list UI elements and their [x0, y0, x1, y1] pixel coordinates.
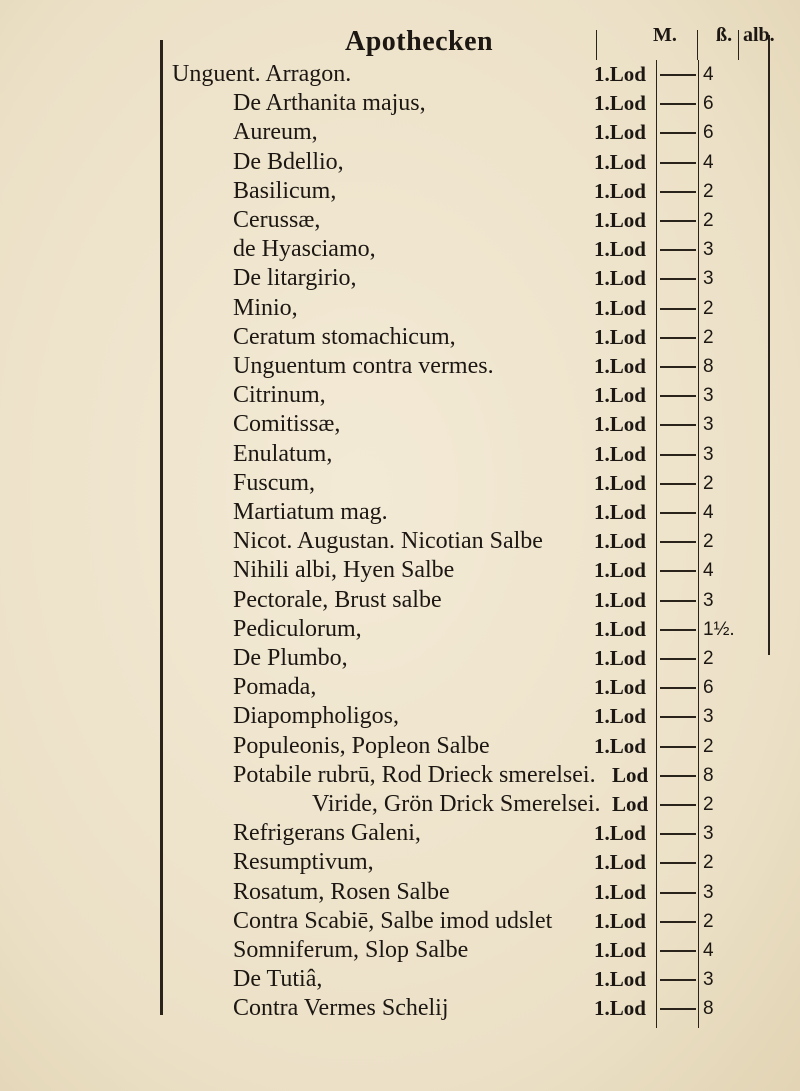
entry-name: Potabile rubrū, Rod Drieck smerelsei.	[233, 761, 596, 788]
list-item	[0, 908, 800, 935]
entry-price: 2	[703, 735, 714, 757]
entry-name: Martiatum mag.	[233, 499, 388, 525]
price-dash	[660, 220, 696, 222]
entry-price: 8	[703, 356, 714, 377]
entry-name: De litargirio,	[233, 265, 357, 292]
entry-quantity: 1.Lod	[594, 850, 646, 875]
entry-price: 2	[703, 794, 714, 815]
price-dash	[660, 862, 696, 864]
list-item	[0, 791, 800, 818]
entry-name: De Bdellio,	[233, 148, 344, 175]
entry-name: De Tutiâ,	[233, 966, 323, 993]
entry-quantity: Lod	[612, 792, 649, 816]
entry-name: Enulatum,	[233, 440, 333, 467]
entry-name: Viride, Grön Drick Smerelsei.	[312, 791, 601, 817]
entry-quantity: 1.Lod	[594, 879, 646, 904]
list-item	[0, 411, 800, 438]
list-item	[0, 324, 800, 351]
price-dash	[660, 600, 696, 602]
price-dash	[660, 132, 696, 134]
entry-quantity: 1.Lod	[594, 354, 646, 378]
list-item	[0, 353, 800, 380]
entry-price: 4	[703, 151, 714, 173]
entry-name: Aureum,	[233, 119, 318, 146]
entry-price: 2	[703, 297, 714, 319]
list-item	[0, 236, 800, 263]
entry-quantity: 1.Lod	[594, 266, 646, 291]
price-dash	[660, 833, 696, 835]
price-dash	[660, 979, 696, 981]
entry-price: 4	[703, 502, 714, 523]
price-dash	[660, 103, 696, 105]
entry-quantity: 1.Lod	[594, 733, 646, 758]
entry-name: Minio,	[233, 294, 298, 321]
price-dash	[660, 921, 696, 923]
entry-price: 2	[703, 180, 714, 202]
entry-price: 2	[703, 648, 714, 669]
price-dash	[660, 483, 696, 485]
price-dash	[660, 454, 696, 456]
column-separator	[596, 30, 597, 60]
entry-quantity: 1.Lod	[594, 558, 646, 583]
price-dash	[660, 512, 696, 514]
list-item	[0, 587, 800, 614]
column-separator	[738, 30, 739, 60]
price-dash	[660, 1008, 696, 1010]
entry-quantity: 1.Lod	[594, 62, 646, 86]
price-dash	[660, 278, 696, 280]
entry-name: Unguent. Arragon.	[172, 61, 352, 87]
entry-quantity: 1.Lod	[594, 967, 646, 992]
entry-price: 6	[703, 122, 714, 144]
entry-name: Refrigerans Galeni,	[233, 820, 421, 847]
entry-quantity: 1.Lod	[594, 500, 646, 524]
entry-name: Nihili albi, Hyen Salbe	[233, 557, 455, 584]
entry-price: 3	[703, 589, 714, 611]
entry-name: Cerussæ,	[233, 207, 321, 233]
entry-price: 8	[703, 764, 714, 786]
entry-price: 2	[703, 852, 714, 874]
entry-price: 3	[703, 823, 714, 845]
entry-price: 3	[703, 414, 714, 436]
list-item	[0, 879, 800, 906]
list-item	[0, 616, 800, 643]
entry-name: Basilicum,	[233, 177, 337, 204]
entry-name: Fuscum,	[233, 469, 316, 496]
list-item	[0, 441, 800, 468]
entry-quantity: 1.Lod	[594, 821, 646, 846]
price-dash	[660, 687, 696, 689]
list-item	[0, 149, 800, 176]
entry-quantity: 1.Lod	[594, 704, 646, 729]
price-dash	[660, 191, 696, 193]
entry-name: Somniferum, Slop Salbe	[233, 937, 469, 963]
entry-name: Comitissæ,	[233, 411, 341, 438]
entry-price: 4	[703, 64, 714, 85]
entry-price: 6	[703, 93, 714, 115]
list-item	[0, 265, 800, 292]
list-item	[0, 119, 800, 146]
list-item	[0, 674, 800, 701]
list-item	[0, 937, 800, 964]
entry-quantity: 1.Lod	[594, 587, 646, 612]
entry-name: Rosatum, Rosen Salbe	[233, 878, 450, 905]
entry-quantity: 1.Lod	[594, 529, 646, 554]
entry-price: 2	[703, 531, 714, 553]
entry-name: De Plumbo,	[233, 645, 348, 671]
list-item	[0, 528, 800, 555]
entry-name: Pediculorum,	[233, 615, 362, 642]
list-item	[0, 178, 800, 205]
list-item	[0, 499, 800, 526]
price-dash	[660, 366, 696, 368]
list-item	[0, 645, 800, 672]
price-dash	[660, 337, 696, 339]
entry-quantity: 1.Lod	[594, 908, 646, 933]
entry-quantity: 1.Lod	[594, 208, 646, 232]
column-header-price: ß.	[716, 24, 733, 46]
entry-price: 6	[703, 677, 714, 699]
entry-price: 3	[703, 268, 714, 290]
entry-quantity: 1.Lod	[594, 120, 646, 145]
entry-quantity: 1.Lod	[594, 383, 646, 408]
entry-quantity: 1.Lod	[594, 324, 646, 349]
entry-name: de Hyasciamo,	[233, 236, 376, 263]
entry-price: 4	[703, 940, 714, 961]
column-header-measure: M.	[653, 24, 677, 46]
entry-quantity: 1.Lod	[594, 237, 646, 262]
list-item	[0, 61, 800, 88]
entry-name: Ceratum stomachicum,	[233, 323, 456, 350]
price-dash	[660, 308, 696, 310]
list-item	[0, 762, 800, 789]
list-item	[0, 90, 800, 117]
entry-price: 2	[703, 210, 714, 231]
entry-quantity: 1.Lod	[594, 441, 646, 466]
price-dash	[660, 570, 696, 572]
list-item	[0, 703, 800, 730]
price-dash	[660, 892, 696, 894]
entry-name: Contra Scabiē, Salbe imod udslet	[233, 907, 553, 934]
entry-quantity: 1.Lod	[594, 938, 646, 962]
entry-name: Nicot. Augustan. Nicotian Salbe	[233, 528, 543, 555]
entry-price: 2	[703, 910, 714, 932]
price-dash	[660, 395, 696, 397]
price-dash	[660, 162, 696, 164]
entry-quantity: 1.Lod	[594, 616, 646, 641]
entry-price: 3	[703, 881, 714, 903]
list-item	[0, 470, 800, 497]
entry-name: Pectorale, Brust salbe	[233, 586, 442, 613]
list-item	[0, 295, 800, 322]
running-head: Apothecken	[345, 26, 494, 57]
entry-name: Unguentum contra vermes.	[233, 353, 494, 379]
entry-quantity: 1.Lod	[594, 412, 646, 437]
price-dash	[660, 658, 696, 660]
entry-price: 8	[703, 998, 714, 1020]
list-item	[0, 820, 800, 847]
price-dash	[660, 716, 696, 718]
entry-quantity: 1.Lod	[594, 675, 646, 700]
entry-name: Contra Vermes Schelij	[233, 995, 449, 1022]
price-dash	[660, 424, 696, 426]
column-separator	[697, 30, 698, 60]
list-item	[0, 733, 800, 760]
price-dash	[660, 775, 696, 777]
entry-price: 3	[703, 706, 714, 728]
entry-name: De Arthanita majus,	[233, 90, 426, 117]
entry-name: Diapompholigos,	[233, 703, 399, 730]
price-dash	[660, 804, 696, 806]
list-item	[0, 207, 800, 234]
entry-quantity: 1.Lod	[594, 149, 646, 174]
entry-price: 2	[703, 326, 714, 348]
entry-price: 3	[703, 385, 714, 407]
entry-name: Resumptivum,	[233, 849, 374, 876]
entry-quantity: 1.Lod	[594, 996, 646, 1021]
price-dash	[660, 74, 696, 76]
entry-quantity: 1.Lod	[594, 91, 646, 116]
entry-quantity: 1.Lod	[594, 470, 646, 495]
entry-price: 4	[703, 560, 714, 582]
list-item	[0, 382, 800, 409]
entry-price: 1½.	[703, 618, 735, 640]
price-dash	[660, 629, 696, 631]
price-dash	[660, 541, 696, 543]
price-dash	[660, 950, 696, 952]
list-item	[0, 966, 800, 993]
entry-quantity: 1.Lod	[594, 178, 646, 203]
entry-quantity: Lod	[612, 762, 649, 787]
list-item	[0, 849, 800, 876]
entry-price: 3	[703, 443, 714, 465]
entry-name: Citrinum,	[233, 382, 326, 409]
column-header-extra: alb.	[743, 24, 775, 46]
entry-name: Populeonis, Popleon Salbe	[233, 732, 490, 759]
price-dash	[660, 746, 696, 748]
entry-price: 2	[703, 472, 714, 494]
list-item	[0, 557, 800, 584]
entry-quantity: 1.Lod	[594, 295, 646, 320]
list-item	[0, 995, 800, 1022]
entry-price: 3	[703, 239, 714, 261]
price-dash	[660, 249, 696, 251]
entry-price: 3	[703, 969, 714, 991]
entry-quantity: 1.Lod	[594, 646, 646, 670]
entry-name: Pomada,	[233, 674, 317, 701]
